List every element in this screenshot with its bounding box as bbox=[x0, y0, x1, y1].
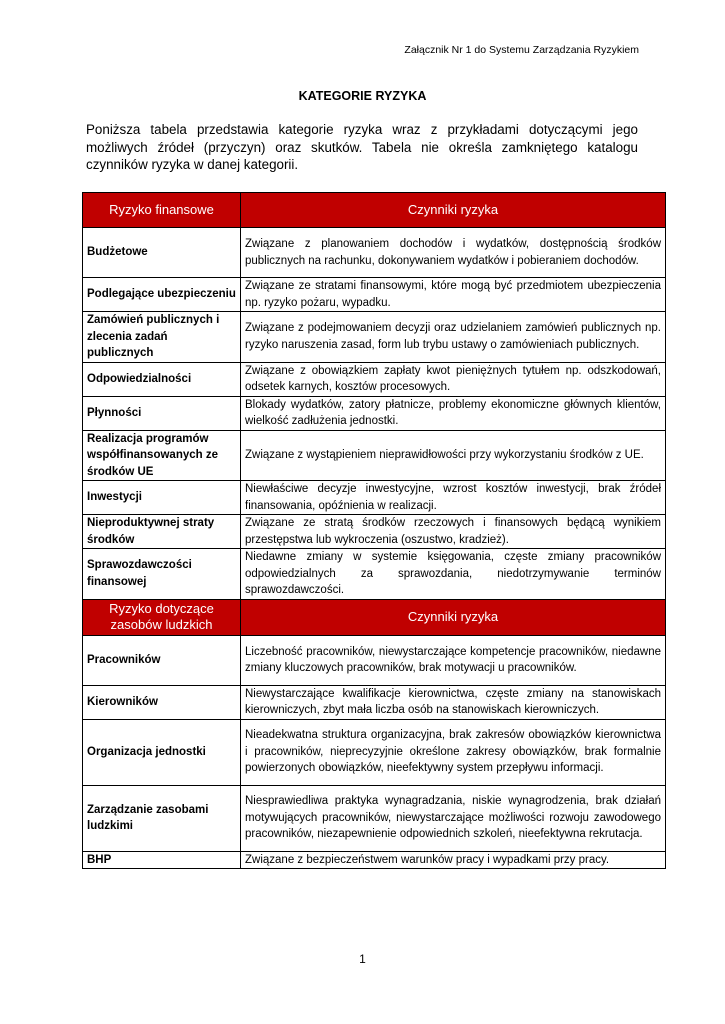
table-row bbox=[83, 430, 666, 481]
description-cell: Liczebność pracowników, niewystarczające kompetencje pracowników, niedawne zmiany kluczowych pracowników, brak motywacji u pracowników. bbox=[241, 635, 666, 685]
description-cell: Związane z podejmowaniem decyzji oraz udzielaniem zamówień publicznych np. ryzyko naruszenia zasad, form lub trybu ustawy o zamówieniach publicznych. bbox=[241, 312, 666, 363]
description-cell: Niewystarczające kwalifikacje kierownictwa, częste zmiany na stanowiskach kierowniczych, zbyt mała liczba osób na stanowiskach kierowniczych. bbox=[241, 685, 666, 719]
category-cell: Zarządzanie zasobami ludzkimi bbox=[83, 785, 241, 851]
table-row bbox=[83, 719, 666, 785]
intro-paragraph: Poniższa tabela przedstawia kategorie ryzyka wraz z przykładami dotyczącymi jego możliwych źródeł (przyczyn) oraz skutków. Tabela nie określa zamkniętego katalogu czynników ryzyka w danej kategorii. bbox=[86, 122, 638, 172]
table-row bbox=[83, 549, 666, 600]
risk-categories-table bbox=[82, 192, 666, 869]
category-cell: Inwestycji bbox=[83, 481, 241, 515]
page-number: 1 bbox=[359, 952, 366, 966]
description-cell: Związane ze stratami finansowymi, które mogą być przedmiotem ubezpieczenia np. ryzyko pożaru, wypadku. bbox=[241, 278, 666, 312]
category-cell: Realizacja programów współfinansowanych ze środków UE bbox=[83, 430, 241, 481]
category-cell: Nieproduktywnej straty środków bbox=[83, 515, 241, 549]
section-heading: Ryzyko finansowe bbox=[83, 193, 241, 228]
table-row bbox=[83, 362, 666, 396]
table-row bbox=[83, 278, 666, 312]
section-header-row bbox=[83, 193, 666, 228]
description-cell: Niesprawiedliwa praktyka wynagradzania, niskie wynagrodzenia, brak działań motywujących pracowników, niewystarczające możliwości rozwoju zawodowego pracowników, niezapewnienie odpowiednich szkoleń, nieefektywna rekrutacja. bbox=[241, 785, 666, 851]
category-cell: Podlegające ubezpieczeniu bbox=[83, 278, 241, 312]
section-header-row bbox=[83, 599, 666, 635]
document-title: KATEGORIE RYZYKA bbox=[298, 89, 427, 103]
description-cell: Związane ze stratą środków rzeczowych i finansowych będącą wynikiem przestępstwa lub wykroczenia (oszustwo, kradzież). bbox=[241, 515, 666, 549]
description-cell: Nieadekwatna struktura organizacyjna, brak zakresów obowiązków kierownictwa i pracowników, nieprecyzyjnie określone zakresy obowiązków, brak formalnie powierzonych obowiązków, nieefektywny system przepływu informacji. bbox=[241, 719, 666, 785]
table-row bbox=[83, 685, 666, 719]
table-row bbox=[83, 515, 666, 549]
description-cell: Niedawne zmiany w systemie księgowania, częste zmiany pracowników odpowiedzialnych za sprawozdania, niedotrzymywanie terminów sprawozdawczości. bbox=[241, 549, 666, 600]
factors-heading: Czynniki ryzyka bbox=[241, 599, 666, 635]
category-cell: Budżetowe bbox=[83, 228, 241, 278]
description-cell: Związane z obowiązkiem zapłaty kwot pieniężnych tytułem np. odszkodowań, odsetek karnych, kosztów procesowych. bbox=[241, 362, 666, 396]
category-cell: Kierowników bbox=[83, 685, 241, 719]
table-row bbox=[83, 481, 666, 515]
table-row bbox=[83, 785, 666, 851]
table-row bbox=[83, 635, 666, 685]
description-cell: Blokady wydatków, zatory płatnicze, problemy ekonomiczne głównych klientów, wielkość zadłużenia jednostki. bbox=[241, 396, 666, 430]
category-cell: Zamówień publicznych i zlecenia zadań publicznych bbox=[83, 312, 241, 363]
category-cell: Płynności bbox=[83, 396, 241, 430]
description-cell: Związane z bezpieczeństwem warunków pracy i wypadkami przy pracy. bbox=[241, 851, 666, 869]
table-row bbox=[83, 312, 666, 363]
description-cell: Niewłaściwe decyzje inwestycyjne, wzrost kosztów inwestycji, brak źródeł finansowania, opóźnienia w realizacji. bbox=[241, 481, 666, 515]
category-cell: BHP bbox=[83, 851, 241, 869]
category-cell: Sprawozdawczości finansowej bbox=[83, 549, 241, 600]
table-row bbox=[83, 396, 666, 430]
category-cell: Organizacja jednostki bbox=[83, 719, 241, 785]
category-cell: Pracowników bbox=[83, 635, 241, 685]
category-cell: Odpowiedzialności bbox=[83, 362, 241, 396]
section-heading: Ryzyko dotyczące zasobów ludzkich bbox=[83, 599, 241, 635]
table-row bbox=[83, 228, 666, 278]
factors-heading: Czynniki ryzyka bbox=[241, 193, 666, 228]
description-cell: Związane z wystąpieniem nieprawidłowości przy wykorzystaniu środków z UE. bbox=[241, 430, 666, 481]
description-cell: Związane z planowaniem dochodów i wydatków, dostępnością środków publicznych na rachunku, dokonywaniem wydatków i pobieraniem dochodów. bbox=[241, 228, 666, 278]
table-row bbox=[83, 851, 666, 869]
page-header: Załącznik Nr 1 do Systemu Zarządzania Ryzykiem bbox=[404, 44, 639, 56]
